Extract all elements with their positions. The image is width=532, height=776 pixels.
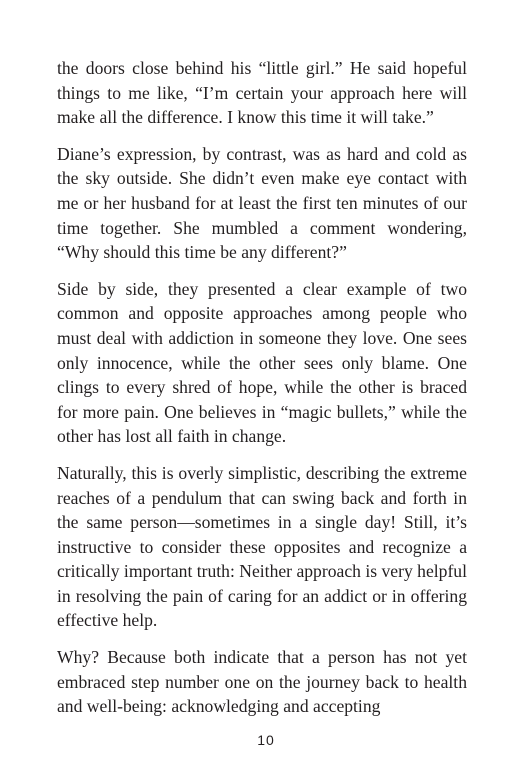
paragraph-4: Naturally, this is overly simplistic, describing the extreme reaches of a pendulum that can swing back and forth in the same person—sometimes in a single day! Still, it’s instructive to consider these opposites and recognize a critically important truth: Neither approach is very helpful in resolving the pain of caring for an addict or in offering effective help. — [57, 462, 467, 631]
paragraph-3: Side by side, they presented a clear example of two common and opposite approaches among people who must deal with addiction in someone they love. One sees only innocence, while the other sees only blame. One clings to every shred of hope, while the other is braced for more pain. One believes in “magic bullets,” while the other has lost all faith in change. — [57, 278, 467, 447]
page-number: 10 — [257, 732, 275, 748]
paragraph-1: the doors close behind his “little girl.” He said hopeful things to me like, “I’m certain your approach here will make all the difference. I know this time it will take.” — [57, 58, 467, 128]
paragraph-2: Diane’s expression, by contrast, was as hard and cold as the sky outside. She didn’t even make eye contact with me or her husband for at least the first ten minutes of our time together. She mumbled a comment wondering, “Why should this time be any different?” — [57, 143, 467, 263]
body-text — [57, 56, 467, 731]
paragraph-5: Why? Because both indicate that a person has not yet embraced step number one on the journey back to health and well-being: acknowledging and accepting — [57, 647, 467, 717]
